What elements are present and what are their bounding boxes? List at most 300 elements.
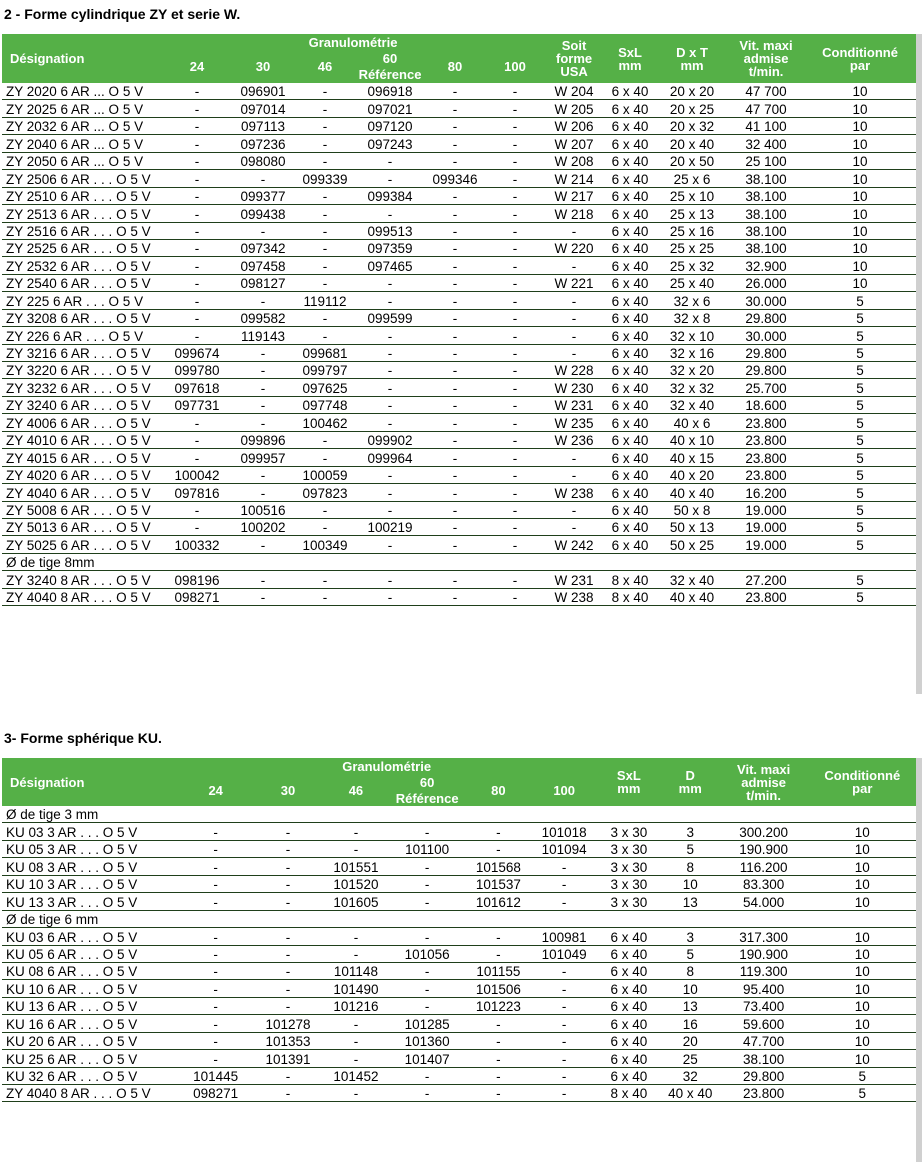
cell-cond: 5 <box>804 396 916 413</box>
cell-g30: - <box>254 928 322 945</box>
table-row <box>2 875 916 892</box>
cell-cond: 10 <box>804 205 916 222</box>
cell-d: ZY 3240 6 AR . . . O 5 V <box>2 396 162 413</box>
cell-g60: - <box>390 823 465 840</box>
cell-w: W 230 <box>544 379 604 396</box>
cell-vit: 95.400 <box>719 980 809 997</box>
cell-g80: - <box>424 396 486 413</box>
group-label: Ø de tige 3 mm <box>2 806 916 823</box>
cell-w: W 206 <box>544 117 604 134</box>
cell-d: KU 13 3 AR . . . O 5 V <box>2 893 177 910</box>
cell-g60: - <box>356 274 424 291</box>
cell-vit: 19.000 <box>728 536 804 553</box>
cylindrical-table-body <box>2 83 916 606</box>
cell-g46: - <box>294 274 356 291</box>
cell-g100: - <box>532 980 596 997</box>
header-grit-30: 30 <box>232 50 294 82</box>
cell-w: - <box>544 518 604 535</box>
cell-g60: - <box>356 205 424 222</box>
cell-g24: - <box>162 257 232 274</box>
cell-dd: 16 <box>662 1015 719 1032</box>
cell-g24: - <box>162 152 232 169</box>
cell-w: - <box>544 309 604 326</box>
table-row <box>2 466 916 483</box>
cell-g30: - <box>232 292 294 309</box>
cell-g24: - <box>177 997 254 1014</box>
table-row <box>2 858 916 875</box>
cell-g60: - <box>390 893 465 910</box>
cell-vit: 47 700 <box>728 100 804 117</box>
cell-g100: - <box>486 379 544 396</box>
cell-g24: 100042 <box>162 466 232 483</box>
table-row <box>2 292 916 309</box>
table-row <box>2 239 916 256</box>
cell-g46: 101148 <box>322 962 390 979</box>
table-row <box>2 997 916 1014</box>
cell-g80: 099346 <box>424 170 486 187</box>
header-grit-24: 24 <box>177 774 254 806</box>
cell-g46: - <box>322 928 390 945</box>
cell-g30: 097342 <box>232 239 294 256</box>
cell-g80: - <box>424 571 486 588</box>
cell-d: ZY 2050 6 AR ... O 5 V <box>2 152 162 169</box>
cell-sxl: 6 x 40 <box>596 928 662 945</box>
cell-cond: 5 <box>804 484 916 501</box>
header-dxt <box>656 34 728 83</box>
cell-g46: - <box>294 117 356 134</box>
cell-g46: - <box>294 501 356 518</box>
cell-g60: - <box>356 379 424 396</box>
cell-d: ZY 4040 6 AR . . . O 5 V <box>2 484 162 501</box>
cell-vit: 119.300 <box>719 962 809 979</box>
header-granulometrie: Granulométrie <box>162 34 544 50</box>
cell-w: W 238 <box>544 588 604 605</box>
cell-g60: 099513 <box>356 222 424 239</box>
cell-g80: - <box>464 945 532 962</box>
cell-g46: 099681 <box>294 344 356 361</box>
cell-sxl: 6 x 40 <box>596 980 662 997</box>
table-row <box>2 170 916 187</box>
cell-d: ZY 5013 6 AR . . . O 5 V <box>2 518 162 535</box>
cell-g30: 096901 <box>232 83 294 100</box>
cell-g30: - <box>232 588 294 605</box>
cell-w: W 217 <box>544 187 604 204</box>
group-row <box>2 806 916 823</box>
cell-g24: 097816 <box>162 484 232 501</box>
table-row <box>2 571 916 588</box>
table-row <box>2 205 916 222</box>
cell-dxt: 25 x 13 <box>656 205 728 222</box>
cell-g24: 097618 <box>162 379 232 396</box>
cell-vit: 23.800 <box>728 414 804 431</box>
cell-dxt: 25 x 10 <box>656 187 728 204</box>
header-dxt-label: D x T <box>676 44 708 60</box>
table-row <box>2 1032 916 1049</box>
cell-g60: 097465 <box>356 257 424 274</box>
group-label: Ø de tige 8mm <box>2 553 916 570</box>
cell-d: ZY 4010 6 AR . . . O 5 V <box>2 431 162 448</box>
cell-g100: - <box>486 431 544 448</box>
cell-g80: - <box>424 274 486 291</box>
header-vit-maxi <box>719 758 809 806</box>
cell-g24: - <box>162 414 232 431</box>
page-edge <box>916 34 922 694</box>
cell-vit: 38.100 <box>728 239 804 256</box>
table-row <box>2 396 916 413</box>
cell-cond: 10 <box>809 997 916 1014</box>
cell-g100: - <box>486 501 544 518</box>
cell-g46: - <box>322 1032 390 1049</box>
header-grit-46: 46 <box>294 50 356 82</box>
cell-g24: - <box>162 100 232 117</box>
header-cond-par: par <box>849 57 871 73</box>
cell-d: ZY 4040 8 AR . . . O 5 V <box>2 588 162 605</box>
cell-vit: 190.900 <box>719 945 809 962</box>
cell-g80: - <box>424 187 486 204</box>
cell-g24: - <box>162 117 232 134</box>
cell-vit: 29.800 <box>728 309 804 326</box>
cell-cond: 5 <box>804 518 916 535</box>
cell-g24: - <box>177 962 254 979</box>
header-dxt-unit: mm <box>680 57 704 73</box>
cell-w: W 235 <box>544 414 604 431</box>
cell-vit: 38.100 <box>728 222 804 239</box>
cell-vit: 30.000 <box>728 292 804 309</box>
cell-vit: 38.100 <box>728 187 804 204</box>
table-row <box>2 379 916 396</box>
cell-g46: - <box>322 1015 390 1032</box>
cell-vit: 29.800 <box>719 1067 809 1084</box>
cell-vit: 32 400 <box>728 135 804 152</box>
cell-d: ZY 4040 8 AR . . . O 5 V <box>2 1085 177 1102</box>
cell-g30: - <box>232 344 294 361</box>
cell-g60: - <box>390 858 465 875</box>
cell-sxl: 6 x 40 <box>604 239 656 256</box>
cell-dxt: 20 x 32 <box>656 117 728 134</box>
cell-d: ZY 2040 6 AR ... O 5 V <box>2 135 162 152</box>
cell-d: ZY 2510 6 AR . . . O 5 V <box>2 187 162 204</box>
cell-dd: 32 <box>662 1067 719 1084</box>
cell-dxt: 32 x 6 <box>656 292 728 309</box>
cell-g24: - <box>162 309 232 326</box>
cell-g46: - <box>294 449 356 466</box>
cell-sxl: 6 x 40 <box>604 152 656 169</box>
cell-g80: - <box>464 840 532 857</box>
cell-g46: - <box>294 588 356 605</box>
cell-g60: - <box>356 501 424 518</box>
cell-d: ZY 3220 6 AR . . . O 5 V <box>2 362 162 379</box>
cell-cond: 10 <box>804 152 916 169</box>
header-vit-label: Vit. maxi <box>737 761 791 777</box>
cell-g60: - <box>356 292 424 309</box>
cell-g24: 098196 <box>162 571 232 588</box>
table-row <box>2 1085 916 1102</box>
cell-dxt: 32 x 20 <box>656 362 728 379</box>
cell-g100: - <box>486 222 544 239</box>
cell-g24: - <box>177 1050 254 1067</box>
cell-d: ZY 2513 6 AR . . . O 5 V <box>2 205 162 222</box>
cell-cond: 10 <box>804 170 916 187</box>
cell-g30: - <box>232 536 294 553</box>
cell-dxt: 50 x 13 <box>656 518 728 535</box>
cell-cond: 10 <box>804 222 916 239</box>
cell-g80: - <box>424 501 486 518</box>
cell-d: KU 13 6 AR . . . O 5 V <box>2 997 177 1014</box>
cell-sxl: 6 x 40 <box>604 518 656 535</box>
cell-g80: - <box>464 1015 532 1032</box>
cell-cond: 10 <box>804 135 916 152</box>
cell-g60: 097120 <box>356 117 424 134</box>
cell-sxl: 6 x 40 <box>604 536 656 553</box>
cell-dxt: 25 x 32 <box>656 257 728 274</box>
cell-g24: - <box>177 1015 254 1032</box>
cell-sxl: 6 x 40 <box>604 431 656 448</box>
cell-d: ZY 2516 6 AR . . . O 5 V <box>2 222 162 239</box>
table-row <box>2 518 916 535</box>
cell-d: KU 10 3 AR . . . O 5 V <box>2 875 177 892</box>
cell-g30: - <box>254 840 322 857</box>
cell-g60: - <box>356 588 424 605</box>
cell-g80: - <box>464 1032 532 1049</box>
cell-g46: 099797 <box>294 362 356 379</box>
spherical-table-body <box>2 806 916 1102</box>
cell-g100: - <box>532 858 596 875</box>
header-vit-unit: t/min. <box>746 787 781 803</box>
cell-g24: - <box>177 893 254 910</box>
cell-g24: - <box>177 875 254 892</box>
header-forme: forme <box>555 51 593 66</box>
cell-cond: 5 <box>804 501 916 518</box>
cell-g24: - <box>177 823 254 840</box>
cell-g30: 099957 <box>232 449 294 466</box>
cell-d: KU 05 3 AR . . . O 5 V <box>2 840 177 857</box>
header-grit-100: 100 <box>486 50 544 82</box>
cell-sxl: 6 x 40 <box>604 83 656 100</box>
header-vit-label: Vit. maxi <box>739 38 793 53</box>
cell-g46: 101216 <box>322 997 390 1014</box>
cell-g80: 101537 <box>464 875 532 892</box>
cell-g24: - <box>162 327 232 344</box>
cell-g80: - <box>424 431 486 448</box>
cell-g46: - <box>294 239 356 256</box>
cell-w: W 205 <box>544 100 604 117</box>
cell-cond: 5 <box>804 309 916 326</box>
cell-g46: - <box>322 823 390 840</box>
cell-cond: 10 <box>809 893 916 910</box>
cell-g100: - <box>486 396 544 413</box>
cell-g30: 097014 <box>232 100 294 117</box>
cell-g80: - <box>464 1085 532 1102</box>
cell-g80: - <box>424 466 486 483</box>
cell-cond: 5 <box>804 379 916 396</box>
table-row <box>2 135 916 152</box>
cell-g80: - <box>424 309 486 326</box>
header-cond-label: Conditionné <box>822 44 898 60</box>
cell-g80: - <box>424 135 486 152</box>
cell-dd: 40 x 40 <box>662 1085 719 1102</box>
cell-sxl: 6 x 40 <box>604 379 656 396</box>
table-row <box>2 449 916 466</box>
cell-g80: - <box>424 588 486 605</box>
header-vit-admise: admise <box>743 51 789 66</box>
cell-d: ZY 3216 6 AR . . . O 5 V <box>2 344 162 361</box>
table-row <box>2 928 916 945</box>
cell-g30: - <box>254 823 322 840</box>
cell-g24: - <box>177 980 254 997</box>
cell-g60: - <box>356 484 424 501</box>
cell-g100: - <box>486 187 544 204</box>
cell-sxl: 6 x 40 <box>604 100 656 117</box>
cell-g30: 098127 <box>232 274 294 291</box>
cell-g24: - <box>162 292 232 309</box>
cell-g30: 098080 <box>232 152 294 169</box>
cell-vit: 73.400 <box>719 997 809 1014</box>
cell-d: ZY 4015 6 AR . . . O 5 V <box>2 449 162 466</box>
cell-g60: 099902 <box>356 431 424 448</box>
header-sxl-label: SxL <box>616 768 641 783</box>
cell-g80: - <box>424 518 486 535</box>
cell-g60: - <box>390 875 465 892</box>
cell-g80: - <box>464 928 532 945</box>
cell-w: W 231 <box>544 396 604 413</box>
cell-g30: - <box>254 980 322 997</box>
cell-g30: - <box>232 414 294 431</box>
cell-dxt: 25 x 16 <box>656 222 728 239</box>
cell-g46: - <box>322 1050 390 1067</box>
cell-cond: 5 <box>804 466 916 483</box>
spherical-table <box>2 758 916 1102</box>
cell-cond: 10 <box>809 858 916 875</box>
header-vit-unit: t/min. <box>748 64 784 79</box>
cell-dxt: 32 x 8 <box>656 309 728 326</box>
cell-g60: 101056 <box>390 945 465 962</box>
cell-w: W 242 <box>544 536 604 553</box>
cell-sxl: 6 x 40 <box>596 1050 662 1067</box>
cell-g60: - <box>356 327 424 344</box>
cell-w: W 208 <box>544 152 604 169</box>
cell-g46: 101605 <box>322 893 390 910</box>
cell-g100: - <box>486 100 544 117</box>
cell-g30: - <box>232 170 294 187</box>
cell-g60: - <box>390 1067 465 1084</box>
table-row <box>2 945 916 962</box>
cell-g60: - <box>390 928 465 945</box>
cell-dxt: 32 x 32 <box>656 379 728 396</box>
cell-cond: 10 <box>809 962 916 979</box>
cell-g24: - <box>177 928 254 945</box>
cell-w: W 214 <box>544 170 604 187</box>
cell-dd: 5 <box>662 945 719 962</box>
cell-g100: - <box>532 875 596 892</box>
cell-g100: - <box>486 449 544 466</box>
cell-g24: 101445 <box>177 1067 254 1084</box>
cell-vit: 38.100 <box>728 170 804 187</box>
cell-g30: - <box>254 962 322 979</box>
cell-dxt: 40 x 40 <box>656 484 728 501</box>
cell-vit: 23.800 <box>728 466 804 483</box>
cell-cond: 10 <box>804 117 916 134</box>
cell-g60: - <box>356 414 424 431</box>
cell-g100: - <box>486 484 544 501</box>
header-designation: Désignation <box>2 758 177 806</box>
cell-dd: 20 <box>662 1032 719 1049</box>
cell-g30: 101353 <box>254 1032 322 1049</box>
cell-g100: - <box>532 1067 596 1084</box>
cell-g24: - <box>177 945 254 962</box>
cell-g24: - <box>162 83 232 100</box>
cell-g60: - <box>390 980 465 997</box>
cell-g100: - <box>486 292 544 309</box>
cell-d: ZY 2032 6 AR ... O 5 V <box>2 117 162 134</box>
cell-g30: - <box>254 997 322 1014</box>
header-usa: USA <box>560 64 588 79</box>
cell-w: - <box>544 449 604 466</box>
cell-g24: - <box>162 449 232 466</box>
cell-sxl: 8 x 40 <box>604 588 656 605</box>
cell-sxl: 6 x 40 <box>604 274 656 291</box>
cell-dd: 25 <box>662 1050 719 1067</box>
cell-sxl: 3 x 30 <box>596 875 662 892</box>
cell-cond: 5 <box>804 536 916 553</box>
cell-g30: - <box>254 1067 322 1084</box>
cell-d: KU 05 6 AR . . . O 5 V <box>2 945 177 962</box>
table-row <box>2 257 916 274</box>
table-row <box>2 1067 916 1084</box>
header-reference: Référence <box>356 66 424 82</box>
cell-g60: 101360 <box>390 1032 465 1049</box>
cell-g24: 097731 <box>162 396 232 413</box>
cell-g30: 119143 <box>232 327 294 344</box>
table-row <box>2 1050 916 1067</box>
cell-w: W 236 <box>544 431 604 448</box>
table-row <box>2 484 916 501</box>
cell-dxt: 50 x 8 <box>656 501 728 518</box>
cell-g24: - <box>162 501 232 518</box>
cell-g46: 097748 <box>294 396 356 413</box>
cell-cond: 10 <box>804 257 916 274</box>
header-vit-admise: admise <box>741 774 787 790</box>
cell-g80: - <box>424 414 486 431</box>
header-cond-par: par <box>852 781 873 796</box>
cell-g100: - <box>486 466 544 483</box>
header-grit-80: 80 <box>424 50 486 82</box>
cell-cond: 10 <box>809 823 916 840</box>
cell-sxl: 6 x 40 <box>604 187 656 204</box>
header-conditionne <box>809 758 916 806</box>
cell-w: - <box>544 327 604 344</box>
cell-g46: 097625 <box>294 379 356 396</box>
group-row <box>2 553 916 570</box>
cell-sxl: 6 x 40 <box>604 344 656 361</box>
table-row <box>2 274 916 291</box>
cell-d: KU 25 6 AR . . . O 5 V <box>2 1050 177 1067</box>
cell-vit: 38.100 <box>719 1050 809 1067</box>
cell-dxt: 40 x 15 <box>656 449 728 466</box>
cell-sxl: 6 x 40 <box>604 205 656 222</box>
cell-w: W 218 <box>544 205 604 222</box>
header-d <box>662 758 719 806</box>
cell-g30: 099438 <box>232 205 294 222</box>
cell-g80: - <box>424 379 486 396</box>
cell-sxl: 3 x 30 <box>596 893 662 910</box>
cell-sxl: 6 x 40 <box>604 292 656 309</box>
cell-g100: - <box>532 1050 596 1067</box>
header-sxl-unit: mm <box>617 781 641 796</box>
cell-g60: - <box>390 997 465 1014</box>
cell-dxt: 40 x 6 <box>656 414 728 431</box>
cell-vit: 116.200 <box>719 858 809 875</box>
cell-sxl: 6 x 40 <box>604 257 656 274</box>
